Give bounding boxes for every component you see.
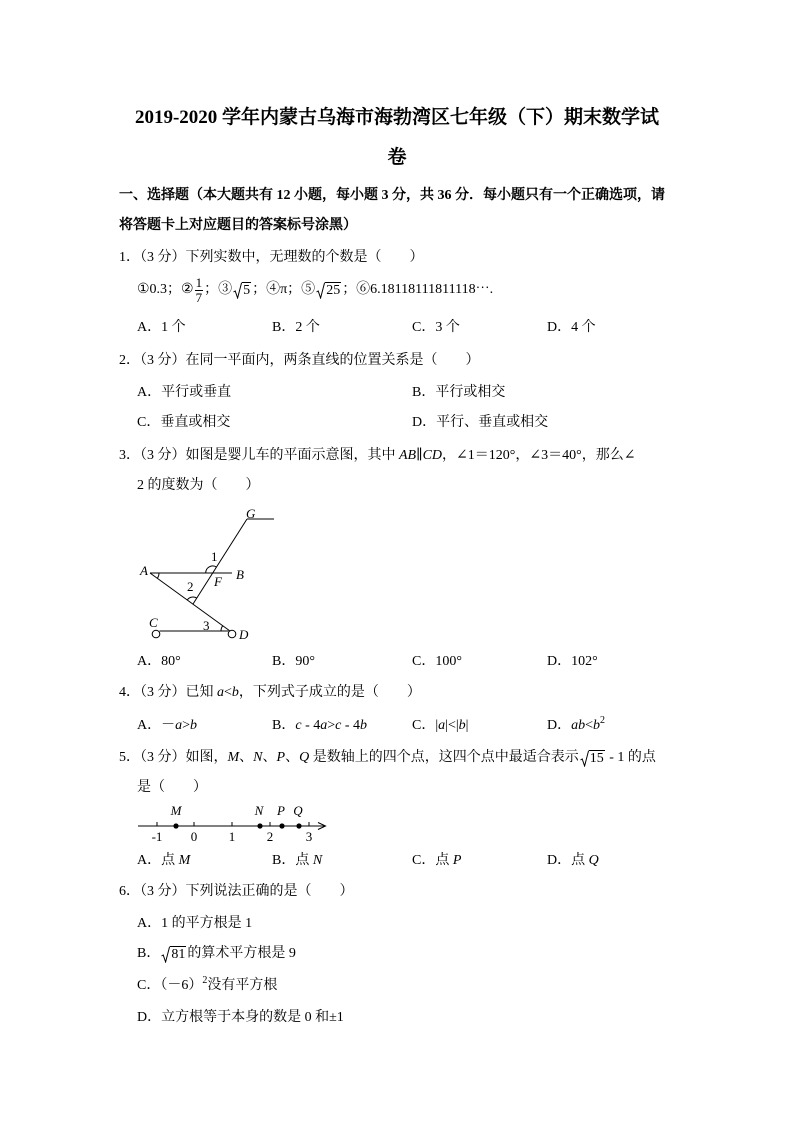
choice-label: C．（－6） <box>137 978 203 993</box>
q6-choice-c <box>137 976 277 996</box>
q3-choice-c <box>412 652 462 672</box>
radicand: 25 <box>326 282 341 298</box>
q3-stem-text: 2 的度数为（ ） <box>137 478 260 493</box>
point-n: N <box>253 750 263 765</box>
point-q: Q <box>299 750 310 765</box>
point-m: M <box>227 750 240 765</box>
q3-choice-a <box>137 652 181 672</box>
choice-label: D． <box>547 718 572 733</box>
wheel-c <box>152 630 160 638</box>
radicand: 5 <box>243 282 251 298</box>
tick-label: 3 <box>305 829 313 844</box>
point-label-p: P <box>277 803 285 818</box>
fraction <box>195 276 204 305</box>
math-symbol: - 4 <box>341 718 361 733</box>
square-root <box>316 282 341 299</box>
radicand: 81 <box>171 946 186 962</box>
radical-sign-icon <box>161 946 170 963</box>
tick-label: -1 <box>151 829 163 844</box>
math-variable: b <box>360 718 368 733</box>
angle-a-arc <box>157 573 159 578</box>
point-m-dot <box>173 823 178 828</box>
section-heading-line1 <box>119 186 665 206</box>
point-q-dot <box>296 823 301 828</box>
square-root <box>580 750 605 767</box>
q4-choice-a <box>137 716 197 736</box>
variable-a: a <box>217 685 224 700</box>
math-symbol: － <box>161 718 176 733</box>
choice-label: A．点 <box>137 853 179 868</box>
choice-label: B．点 <box>272 853 313 868</box>
square-root <box>161 946 186 963</box>
math-variable: c <box>335 718 342 733</box>
q4-stem <box>119 683 421 703</box>
choice-point: P <box>452 853 462 868</box>
q1-choice-b <box>272 318 320 338</box>
exponent: 2 <box>202 975 208 986</box>
q4-choice-c <box>412 716 468 736</box>
square-root <box>233 282 251 299</box>
math-symbol: - 4 <box>301 718 321 733</box>
label-angle-2: 2 <box>187 579 194 594</box>
q5-choice-d <box>547 851 599 871</box>
number-line <box>130 798 330 846</box>
exponent: 2 <box>600 715 606 726</box>
q5-stem-text: 是数轴上的四个点，这四个点中最适合表示 <box>309 750 579 765</box>
choice-label: C．点 <box>412 853 453 868</box>
choice-label: B． <box>272 718 296 733</box>
point-label-m: M <box>170 803 182 818</box>
choice-text: B．平行或相交 <box>412 385 506 400</box>
separator: 、 <box>285 750 300 765</box>
choice-label: C． <box>412 718 436 733</box>
choice-text: A．80° <box>137 654 181 669</box>
q4-stem-text: 4．（3 分）已知 <box>119 685 217 700</box>
q1-stem <box>119 248 424 268</box>
q4-choice-b <box>272 716 367 736</box>
choice-label: A． <box>137 718 162 733</box>
q1-choice-a <box>137 318 186 338</box>
choice-label: D．点 <box>547 853 589 868</box>
q5-stem-line1 <box>119 748 656 768</box>
choice-text: 的算术平方根是 9 <box>187 946 296 961</box>
q1-stem-text: 1．（3 分）下列实数中，无理数的个数是（ ） <box>119 250 424 265</box>
choice-text: B．2 个 <box>272 320 320 335</box>
q2-choice-b <box>412 383 505 403</box>
point-label-n: N <box>254 803 264 818</box>
q5-stem-text: - 1 的点 <box>605 750 656 765</box>
math-variable: b <box>458 718 466 733</box>
math-symbol: > <box>327 718 336 733</box>
math-variable: b <box>190 718 198 733</box>
choice-text: D．立方根等于本身的数是 0 和±1 <box>137 1010 344 1025</box>
parallel-symbol: ∥ <box>416 448 423 463</box>
q1-expr-part: ；⑥6.18118111811118⋯. <box>342 282 494 297</box>
q2-stem <box>119 351 480 371</box>
radical-sign-icon <box>580 750 589 767</box>
choice-text: C．100° <box>412 654 462 669</box>
q5-choice-a <box>137 851 190 871</box>
label-b: B <box>236 567 244 582</box>
label-f: F <box>214 574 222 589</box>
q4-choice-d <box>547 716 605 736</box>
radicand: 15 <box>589 750 604 766</box>
q3-choice-d <box>547 652 598 672</box>
math-variable: a <box>175 718 183 733</box>
tick-label: 1 <box>228 829 236 844</box>
fraction-numerator: 1 <box>195 274 203 290</box>
segment-cd: CD <box>422 448 443 463</box>
label-c: C <box>149 615 158 630</box>
q2-stem-text: 2．（3 分）在同一平面内，两条直线的位置关系是（ ） <box>119 353 480 368</box>
math-symbol: |<| <box>445 718 459 733</box>
choice-text: C．3 个 <box>412 320 460 335</box>
paper-title-line2: 卷 <box>387 147 407 168</box>
radical-sign-icon <box>233 282 242 299</box>
math-variable: a <box>438 718 446 733</box>
radical-sign-icon <box>316 282 325 299</box>
section-heading-text: 一、选择题（本大题共有 12 小题，每小题 3 分，共 36 分．每小题只有一个正确选项，请 <box>119 188 665 203</box>
q1-choice-d <box>547 318 596 338</box>
math-variable: a <box>320 718 328 733</box>
math-symbol: | <box>465 718 469 733</box>
label-g: G <box>246 506 256 521</box>
choice-text: A．平行或垂直 <box>137 385 232 400</box>
q6-stem-text: 6．（3 分）下列说法正确的是（ ） <box>119 884 354 899</box>
variable-b: b <box>231 685 239 700</box>
choice-text: A．1 个 <box>137 320 186 335</box>
math-symbol: > <box>182 718 191 733</box>
q2-choice-c <box>137 413 230 433</box>
wheel-d <box>228 630 236 638</box>
choice-text: 没有平方根 <box>207 978 278 993</box>
fraction-denominator: 7 <box>195 289 203 305</box>
q1-choice-c <box>412 318 460 338</box>
section-heading-line2 <box>119 216 357 236</box>
choice-label: B． <box>137 946 161 961</box>
q4-stem-text: ，下列式子成立的是（ ） <box>238 685 421 700</box>
label-angle-1: 1 <box>211 549 218 564</box>
tick-label: 0 <box>190 829 198 844</box>
line-g <box>193 519 247 604</box>
section-heading-text: 将答题卡上对应题目的答案标号涂黑） <box>119 218 357 233</box>
math-variable: ab <box>571 718 586 733</box>
stroller-diagram <box>130 500 290 645</box>
q3-stem-line1 <box>119 446 635 466</box>
q3-stem-text: ，∠1＝120°，∠3＝40°，那么∠ <box>442 448 636 463</box>
point-label-q: Q <box>293 803 303 818</box>
paper-title-line1: 2019-2020 学年内蒙古乌海市海勃湾区七年级（下）期末数学试 <box>134 107 660 128</box>
q5-stem-text: 5．（3 分）如图， <box>119 750 228 765</box>
choice-text: D．平行、垂直或相交 <box>412 415 549 430</box>
choice-text: A．1 的平方根是 1 <box>137 916 253 931</box>
q5-stem-text: 是（ ） <box>137 780 207 795</box>
q1-expr-part: ；④π；⑤ <box>252 282 316 297</box>
separator: 、 <box>262 750 277 765</box>
point-n-dot <box>257 823 262 828</box>
tick-label: 2 <box>266 829 274 844</box>
q6-stem <box>119 882 354 902</box>
q1-expr-part: ①0.3；② <box>137 282 194 297</box>
point-p: P <box>276 750 286 765</box>
choice-text: B．90° <box>272 654 315 669</box>
q6-choice-a <box>137 914 252 934</box>
q2-choice-a <box>137 383 231 403</box>
choice-text: D．4 个 <box>547 320 596 335</box>
angle-3-arc <box>221 626 223 631</box>
choice-point: Q <box>588 853 599 868</box>
q6-choice-d <box>137 1008 344 1028</box>
q1-expr-part: ；③ <box>204 282 233 297</box>
math-variable: b <box>593 718 601 733</box>
math-variable: c <box>295 718 302 733</box>
q3-choice-b <box>272 652 315 672</box>
q6-choice-b <box>137 944 296 964</box>
choice-text: D．102° <box>547 654 598 669</box>
q3-stem-line2 <box>137 476 260 496</box>
choice-point: M <box>178 853 191 868</box>
segment-ab: AB <box>399 448 417 463</box>
less-than-symbol: < <box>224 685 232 700</box>
q5-stem-line2 <box>137 778 207 798</box>
math-symbol: < <box>585 718 594 733</box>
math-symbol: | <box>435 718 439 733</box>
separator: 、 <box>239 750 254 765</box>
label-angle-3: 3 <box>203 618 210 633</box>
label-a: A <box>140 563 148 578</box>
q5-choice-b <box>272 851 322 871</box>
choice-point: N <box>312 853 323 868</box>
label-d: D <box>239 627 249 642</box>
q5-choice-c <box>412 851 461 871</box>
point-p-dot <box>279 823 284 828</box>
q1-number-list <box>137 274 493 306</box>
q2-choice-d <box>412 413 548 433</box>
q3-stem-text: 3．（3 分）如图是婴儿车的平面示意图，其中 <box>119 448 399 463</box>
choice-text: C．垂直或相交 <box>137 415 231 430</box>
